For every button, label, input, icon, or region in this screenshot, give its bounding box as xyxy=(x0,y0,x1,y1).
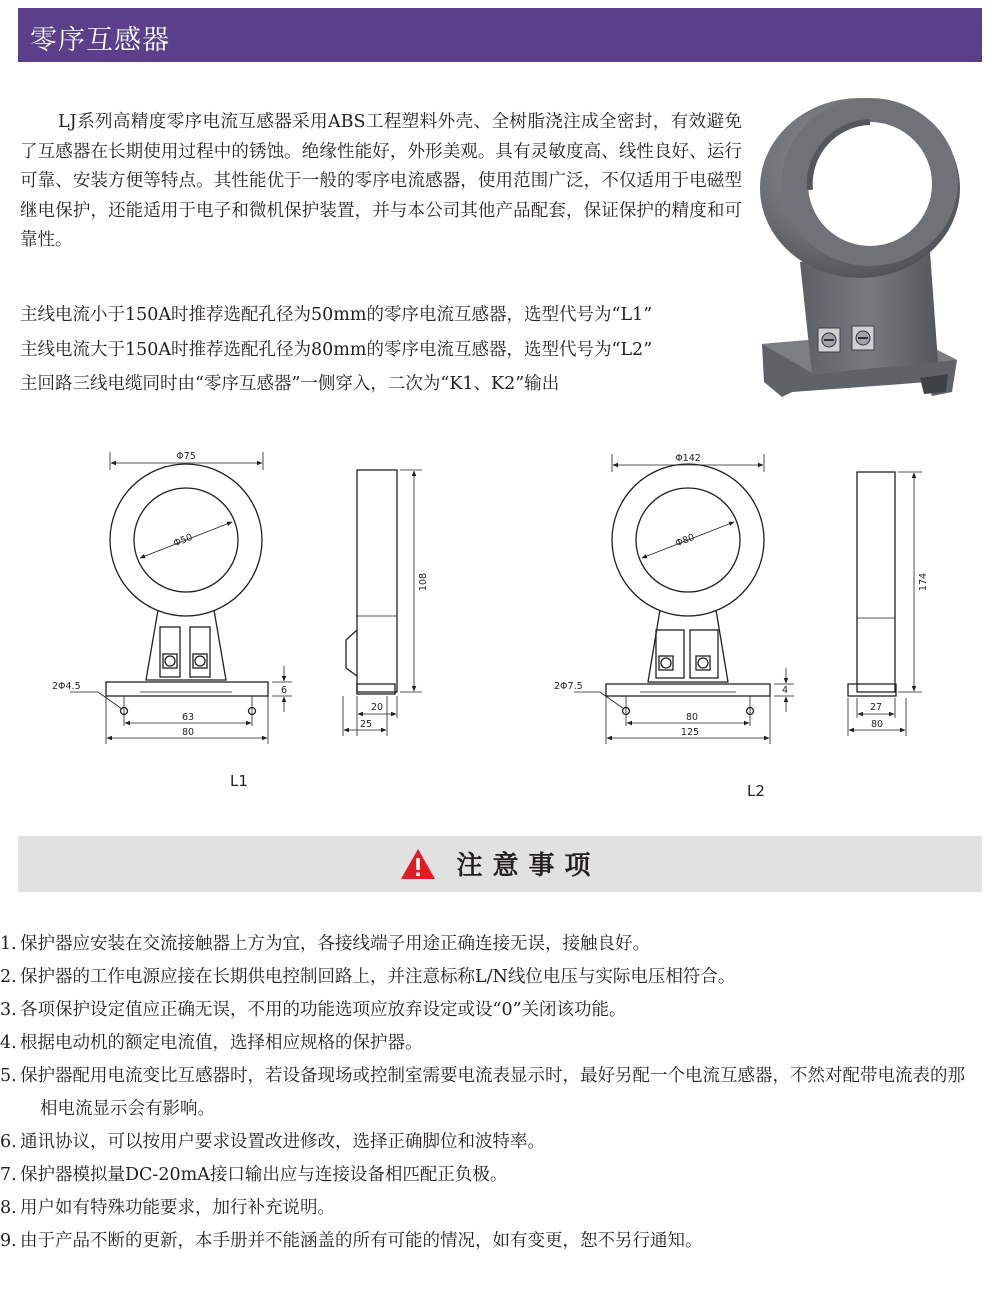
note-text: 根据电动机的额定电流值，选择相应规格的保护器。 xyxy=(20,1033,423,1053)
spec-line: 主线电流小于150A时推荐选配孔径为50mm的零序电流互感器，选型代号为“L1” xyxy=(20,305,653,325)
l2-inner-dia: Φ80 xyxy=(673,532,697,550)
l2-base-width: 125 xyxy=(680,727,700,738)
list-item: 3. 各项保护设定值应正确无误，不用的功能选项应放弃设定或设“0”关闭该功能。 xyxy=(0,1000,627,1020)
l1-inner-dia: Φ50 xyxy=(171,532,195,550)
spec-lines xyxy=(20,298,760,402)
list-item: 6. 通讯协议，可以按用户要求设置改进修改，选择正确脚位和波特率。 xyxy=(0,1132,545,1152)
l2-side-base: 80 xyxy=(870,719,884,730)
header-banner xyxy=(18,8,982,62)
intro-text: LJ系列高精度零序电流互感器采用ABS工程塑料外壳、全树脂浇注成全密封，有效避免了互感器在长期使用过程中的锈蚀。绝缘性能好，外形美观。具有灵敏度高、线性良好、运行可靠、安装方便等特点。其性能优于一般的零序电流感器，使用范围广泛，不仅适用于电磁型继电保护，还能适用于电子和微机保护装置，并与本公司其他产品配套，保证保护的精度和可靠性。 xyxy=(20,112,742,250)
product-photo xyxy=(752,92,974,422)
l2-hole-spacing: 80 xyxy=(685,712,699,723)
note-text: 保护器模拟量DC-20mA接口输出应与连接设备相匹配正负极。 xyxy=(20,1165,508,1185)
warning-icon xyxy=(399,847,437,881)
l2-side-depth: 27 xyxy=(869,702,883,713)
note-text: 由于产品不断的更新，本手册并不能涵盖的所有可能的情况，如有变更，恕不另行通知。 xyxy=(20,1231,703,1251)
list-item: 1. 保护器应安装在交流接触器上方为宜，各接线端子用途正确连接无误，接触良好。 xyxy=(0,934,650,954)
notice-bar xyxy=(18,836,982,892)
l2-hole: 2Φ7.5 xyxy=(554,681,583,692)
l1-base-thickness: 6 xyxy=(281,685,288,696)
l2-height: 174 xyxy=(918,572,929,592)
notice-title: 注意事项 xyxy=(456,851,601,881)
l1-front-view xyxy=(70,452,292,744)
l2-side-view xyxy=(848,472,922,736)
notes-list xyxy=(0,928,970,1258)
l1-side-depth: 20 xyxy=(370,702,384,713)
page-title: 零序互感器 xyxy=(30,25,170,56)
l1-label: L1 xyxy=(230,772,248,790)
spec-line: 主线电流大于150A时推荐选配孔径为80mm的零序电流互感器，选型代号为“L2” xyxy=(20,339,653,360)
note-text: 保护器配用电流变比互感器时，若设备现场或控制室需要电流表显示时，最好另配一个电流互感器，不然对配带电流表的那相电流显示会有影响。 xyxy=(20,1066,965,1119)
note-text: 用户如有特殊功能要求，加行补充说明。 xyxy=(20,1198,335,1218)
l2-base-thickness: 4 xyxy=(782,685,789,696)
spec-line: 主回路三线电缆同时由“零序互感器”一侧穿入，二次为“K1、K2”输出 xyxy=(20,374,560,394)
l1-hole: 2Φ4.5 xyxy=(52,681,81,692)
list-item: 8. 用户如有特殊功能要求，加行补充说明。 xyxy=(0,1198,335,1218)
l2-label: L2 xyxy=(747,782,765,800)
l1-base-width: 80 xyxy=(181,727,195,738)
l2-front-view xyxy=(574,454,794,744)
note-text: 通讯协议，可以按用户要求设置改进修改，选择正确脚位和波特率。 xyxy=(20,1132,545,1152)
l2-outer-dia: Φ142 xyxy=(675,453,701,464)
l1-side-view xyxy=(343,470,422,736)
note-text: 保护器应安装在交流接触器上方为宜，各接线端子用途正确连接无误，接触良好。 xyxy=(20,934,650,954)
dimension-drawings xyxy=(0,430,1000,810)
list-item: 2. 保护器的工作电源应接在长期供电控制回路上，并注意标称L/N线位电压与实际电压相符合。 xyxy=(0,967,736,987)
list-item: 5. 保护器配用电流变比互感器时，若设备现场或控制室需要电流表显示时，最好另配一个电流互感器，不然对配带电流表的那相电流显示会有影响。 xyxy=(0,1066,965,1119)
note-text: 各项保护设定值应正确无误，不用的功能选项应放弃设定或设“0”关闭该功能。 xyxy=(20,1000,627,1020)
intro-paragraph xyxy=(20,108,742,256)
list-item: 9. 由于产品不断的更新，本手册并不能涵盖的所有可能的情况，如有变更，恕不另行通知。 xyxy=(0,1231,703,1251)
l1-height: 108 xyxy=(418,572,429,592)
l1-hole-spacing: 63 xyxy=(181,712,195,723)
list-item: 7. 保护器模拟量DC-20mA接口输出应与连接设备相匹配正负极。 xyxy=(0,1165,508,1185)
note-text: 保护器的工作电源应接在长期供电控制回路上，并注意标称L/N线位电压与实际电压相符合。 xyxy=(20,967,736,987)
l1-outer-dia: Φ75 xyxy=(176,451,196,462)
list-item: 4. 根据电动机的额定电流值，选择相应规格的保护器。 xyxy=(0,1033,423,1053)
l1-side-base: 25 xyxy=(359,719,373,730)
